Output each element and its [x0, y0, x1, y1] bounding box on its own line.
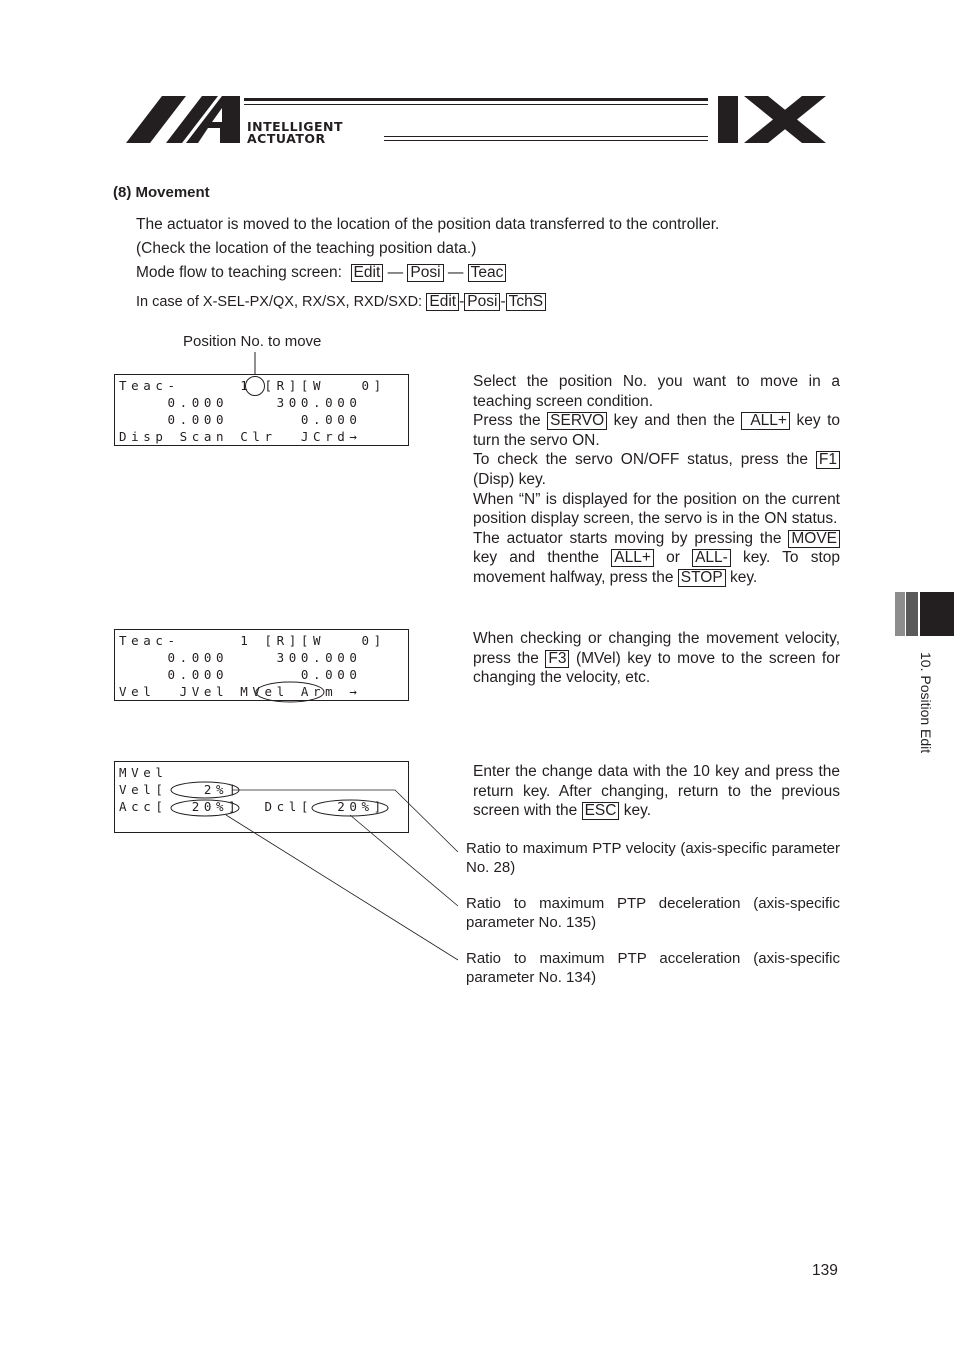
chapter-side-label: 10. Position Edit [918, 652, 934, 754]
case-label: In case of X-SEL-PX/QX, RX/SX, RXD/SXD: [136, 294, 423, 310]
instruction-enter [473, 762, 840, 821]
case-sep: - [500, 293, 506, 310]
mode-flow-sep: — [387, 264, 404, 281]
key-servo: SERVO [547, 412, 607, 430]
note-acceleration: Ratio to maximum PTP acceleration (axis-specific parameter No. 134) [466, 950, 840, 986]
key-all-minus: ALL- [692, 549, 731, 567]
text: (Disp) key. [473, 470, 546, 488]
text: key. To stop movement halfway, press the [473, 549, 841, 586]
key-f1: F1 [816, 451, 840, 469]
instructions-block-3 [473, 762, 840, 821]
leader-deceleration [350, 815, 458, 906]
text: Press the [473, 412, 541, 430]
lcd-row: Vel[ 2%] [119, 782, 241, 797]
key-stop: STOP [678, 569, 726, 587]
brand-line-1: INTELLIGENT [247, 119, 344, 134]
key-edit: Edit [351, 264, 384, 282]
section-heading: (8) Movement [113, 184, 210, 201]
text: key. [623, 802, 652, 820]
key-posi: Posi [407, 264, 443, 282]
key-tchs: TchS [506, 293, 546, 311]
dcl-value-ellipse [312, 800, 388, 816]
intro-line-1: The actuator is moved to the location of the position data transferred to the controller. [136, 216, 720, 233]
key-all-plus-2: ALL+ [611, 549, 654, 567]
text: To check the servo ON/OFF status, press the [473, 451, 809, 469]
key-all-plus: ALL+ [741, 412, 790, 430]
leader-velocity [232, 790, 458, 852]
instruction-status: When “N” is displayed for the position on the current position display screen, the servo is in the ON status. [473, 490, 840, 528]
lcd-row: Teac- 1 [R][W 0] [119, 378, 386, 393]
text: or [666, 549, 680, 567]
position-caption: Position No. to move [183, 333, 322, 350]
lcd-row: 0.000 300.000 [119, 650, 362, 665]
text: key and then the [613, 412, 735, 430]
key-teac: Teac [468, 264, 507, 282]
text: When checking or changing the movement velocity, press the [473, 630, 840, 667]
lcd-row: 0.000 0.000 [119, 667, 362, 682]
mode-flow-label: Mode flow to teaching screen: [136, 264, 342, 281]
text: key to turn the servo ON. [473, 412, 841, 449]
side-tab-stripe-light [895, 592, 905, 636]
page-number: 139 [812, 1262, 838, 1279]
brand-line-2: ACTUATOR [247, 131, 326, 146]
text: key and thenthe [473, 549, 600, 567]
lcd-row: 0.000 0.000 [119, 412, 362, 427]
lcd-row: Vel JVel MVel Arm → [119, 684, 362, 699]
text: (MVel) key to move to the screen for changing the velocity, etc. [473, 649, 840, 687]
leader-acceleration [226, 815, 458, 960]
key-edit-2: Edit [426, 293, 459, 311]
lcd-row: Teac- 1 [R][W 0] [119, 633, 386, 648]
key-esc: ESC [582, 802, 620, 820]
case-sep: - [459, 293, 465, 310]
lcd-row: 0.000 300.000 [119, 395, 362, 410]
vel-value-ellipse [171, 782, 239, 798]
side-tab-stripe-mid [906, 592, 918, 636]
text: The actuator starts moving by pressing the [473, 529, 782, 547]
lcd-row: Acc[ 20%] Dcl[ 20%] [119, 799, 386, 814]
instruction-select: Select the position No. you want to move in a teaching screen condition. [473, 373, 840, 410]
key-posi-2: Posi [464, 293, 500, 311]
text: Enter the change data with the 10 key and press the return key. After changing, return to the previous screen with the [473, 763, 840, 820]
note-velocity: Ratio to maximum PTP velocity (axis-specific parameter No. 28) [466, 840, 840, 876]
mode-flow-sep: — [447, 264, 464, 281]
lcd-row: Disp Scan Clr JCrd→ [119, 429, 362, 444]
key-f3: F3 [545, 650, 569, 668]
lcd-row: MVel [119, 765, 168, 780]
note-deceleration: Ratio to maximum PTP deceleration (axis-specific parameter No. 135) [466, 895, 840, 931]
side-tab-block [920, 592, 954, 636]
text: key. [730, 568, 758, 586]
key-move: MOVE [788, 530, 840, 548]
acc-value-ellipse [171, 800, 239, 816]
intro-line-2: (Check the location of the teaching position data.) [136, 240, 477, 257]
